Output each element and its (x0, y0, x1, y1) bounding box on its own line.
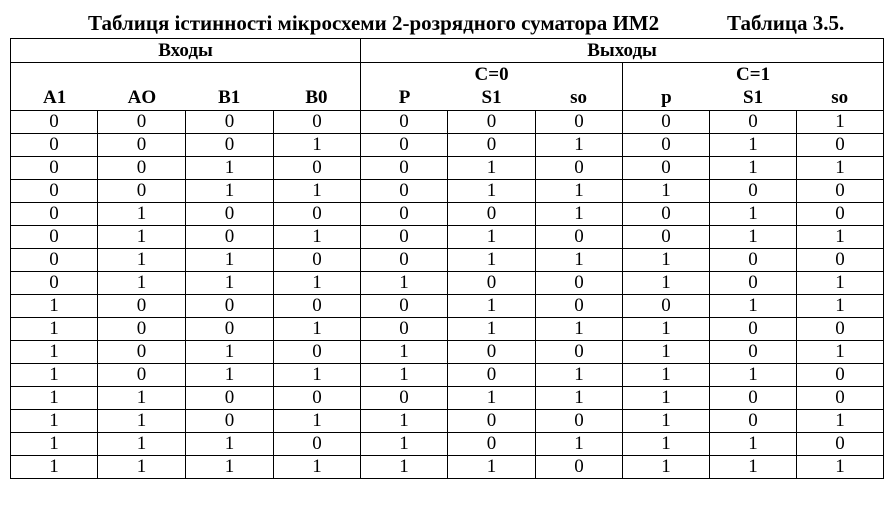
column-header-b0: B0 (305, 87, 328, 108)
table-cell: 0 (274, 387, 361, 410)
table-cell: 0 (536, 157, 623, 180)
table-cell: 1 (797, 111, 884, 134)
table-row (11, 134, 884, 157)
table-cell: 1 (448, 387, 536, 410)
column-header-c1-s1: S1 (743, 87, 764, 108)
table-cell: 1 (98, 203, 186, 226)
table-cell: 1 (186, 157, 274, 180)
table-row (11, 410, 884, 433)
table-cell: 0 (710, 272, 797, 295)
table-cell: 0 (623, 111, 710, 134)
table-cell: 1 (448, 318, 536, 341)
table-cell: 0 (186, 111, 274, 134)
column-header-a1: A1 (43, 87, 67, 108)
table-row (11, 157, 884, 180)
table-cell: 1 (536, 249, 623, 272)
table-cell: 1 (448, 157, 536, 180)
table-cell: 1 (797, 272, 884, 295)
table-cell: 0 (361, 318, 448, 341)
table-cell: 0 (11, 180, 98, 203)
table-cell: 0 (536, 456, 623, 479)
table-row (11, 226, 884, 249)
table-row (11, 387, 884, 410)
c0-subheader (361, 63, 623, 111)
table-cell: 0 (274, 249, 361, 272)
table-cell: 1 (186, 249, 274, 272)
table-cell: 0 (797, 134, 884, 157)
table-cell: 0 (98, 341, 186, 364)
table-cell: 0 (11, 272, 98, 295)
table-cell: 1 (98, 272, 186, 295)
table-cell: 0 (98, 111, 186, 134)
table-cell: 0 (710, 387, 797, 410)
table-cell: 1 (11, 364, 98, 387)
table-cell: 1 (623, 410, 710, 433)
table-cell: 0 (448, 433, 536, 456)
table-cell: 0 (274, 203, 361, 226)
table-cell: 0 (710, 111, 797, 134)
table-cell: 0 (448, 111, 536, 134)
table-cell: 1 (536, 387, 623, 410)
table-cell: 1 (98, 433, 186, 456)
column-header-c0-s1: S1 (481, 87, 502, 108)
table-cell: 1 (274, 134, 361, 157)
table-cell: 1 (536, 364, 623, 387)
table-cell: 0 (98, 364, 186, 387)
table-cell: 0 (536, 341, 623, 364)
table-cell: 0 (361, 295, 448, 318)
table-cell: 1 (448, 180, 536, 203)
c1-subheader (623, 63, 884, 111)
table-cell: 0 (623, 226, 710, 249)
table-cell: 1 (361, 410, 448, 433)
table-row (11, 272, 884, 295)
table-cell: 1 (536, 433, 623, 456)
table-cell: 1 (623, 387, 710, 410)
table-cell: 1 (11, 387, 98, 410)
table-cell: 0 (536, 295, 623, 318)
table-cell: 1 (623, 433, 710, 456)
table-cell: 1 (536, 318, 623, 341)
table-cell: 1 (274, 226, 361, 249)
table-cell: 1 (274, 456, 361, 479)
table-body (11, 111, 884, 479)
table-cell: 0 (274, 111, 361, 134)
table-cell: 1 (623, 456, 710, 479)
table-cell: 1 (361, 364, 448, 387)
table-cell: 1 (361, 456, 448, 479)
table-cell: 0 (536, 111, 623, 134)
table-cell: 1 (186, 364, 274, 387)
table-cell: 0 (361, 157, 448, 180)
table-cell: 0 (797, 249, 884, 272)
table-cell: 0 (361, 387, 448, 410)
table-cell: 0 (98, 180, 186, 203)
table-cell: 1 (274, 410, 361, 433)
table-cell: 1 (11, 318, 98, 341)
table-cell: 0 (186, 226, 274, 249)
table-row (11, 203, 884, 226)
table-cell: 1 (98, 410, 186, 433)
table-cell: 1 (98, 249, 186, 272)
table-cell: 0 (623, 157, 710, 180)
table-cell: 0 (98, 134, 186, 157)
table-cell: 0 (361, 134, 448, 157)
table-cell: 1 (623, 272, 710, 295)
table-cell: 1 (274, 364, 361, 387)
table-cell: 1 (448, 456, 536, 479)
table-cell: 1 (536, 180, 623, 203)
table-cell: 0 (797, 387, 884, 410)
table-row (11, 364, 884, 387)
table-row (11, 318, 884, 341)
table-cell: 1 (186, 272, 274, 295)
column-header-c1-p: p (661, 87, 672, 108)
table-cell: 1 (98, 226, 186, 249)
table-cell: 0 (797, 318, 884, 341)
table-cell: 1 (361, 433, 448, 456)
table-cell: 1 (710, 295, 797, 318)
table-cell: 1 (361, 341, 448, 364)
table-cell: 1 (623, 364, 710, 387)
c0-label: C=0 (474, 64, 509, 85)
table-cell: 1 (710, 134, 797, 157)
table-cell: 1 (797, 295, 884, 318)
table-cell: 1 (98, 456, 186, 479)
table-cell: 0 (361, 180, 448, 203)
c1-label: C=1 (736, 64, 771, 85)
table-cell: 0 (11, 249, 98, 272)
table-cell: 0 (186, 203, 274, 226)
table-cell: 0 (623, 134, 710, 157)
table-cell: 1 (797, 410, 884, 433)
outputs-group-header: Выходы (361, 39, 884, 63)
table-cell: 0 (536, 226, 623, 249)
table-cell: 0 (274, 157, 361, 180)
inputs-subheader (11, 63, 361, 111)
inputs-group-header: Входы (11, 39, 361, 63)
table-cell: 0 (186, 318, 274, 341)
table-cell: 0 (710, 249, 797, 272)
table-cell: 0 (186, 295, 274, 318)
table-cell: 0 (536, 410, 623, 433)
table-cell: 0 (11, 134, 98, 157)
table-row (11, 295, 884, 318)
table-cell: 1 (623, 249, 710, 272)
table-number: Таблица 3.5. (727, 11, 845, 35)
table-cell: 0 (797, 433, 884, 456)
table-row (11, 433, 884, 456)
table-cell: 1 (710, 364, 797, 387)
table-cell: 1 (536, 203, 623, 226)
table-cell: 1 (710, 456, 797, 479)
table-cell: 1 (98, 387, 186, 410)
table-cell: 0 (710, 341, 797, 364)
table-cell: 0 (448, 272, 536, 295)
table-cell: 0 (11, 111, 98, 134)
table-cell: 0 (186, 387, 274, 410)
table-cell: 1 (797, 456, 884, 479)
table-cell: 0 (710, 180, 797, 203)
table-cell: 0 (448, 364, 536, 387)
truth-table (10, 38, 884, 479)
table-cell: 0 (448, 134, 536, 157)
table-cell: 0 (448, 341, 536, 364)
table-cell: 0 (797, 364, 884, 387)
column-header-c0-p: P (398, 87, 411, 108)
table-cell: 0 (623, 203, 710, 226)
table-cell: 1 (186, 341, 274, 364)
table-cell: 1 (11, 295, 98, 318)
table-cell: 1 (186, 433, 274, 456)
table-cell: 1 (710, 157, 797, 180)
table-cell: 0 (361, 249, 448, 272)
table-title: Таблиця істинності мікросхеми 2-розрядного суматора ИМ2 (88, 11, 660, 35)
table-cell: 0 (623, 295, 710, 318)
table-cell: 0 (448, 203, 536, 226)
table-cell: 1 (623, 318, 710, 341)
table-cell: 1 (11, 341, 98, 364)
column-header-a0: AO (127, 87, 157, 108)
table-cell: 1 (274, 272, 361, 295)
column-header-c0-s0: so (570, 87, 587, 108)
table-cell: 0 (11, 157, 98, 180)
table-cell: 1 (448, 295, 536, 318)
table-row (11, 249, 884, 272)
table-cell: 0 (98, 157, 186, 180)
table-cell: 0 (274, 295, 361, 318)
table-cell: 0 (98, 318, 186, 341)
table-cell: 1 (797, 341, 884, 364)
table-cell: 0 (797, 180, 884, 203)
table-cell: 0 (448, 410, 536, 433)
table-cell: 0 (11, 203, 98, 226)
table-cell: 0 (710, 318, 797, 341)
table-cell: 1 (11, 410, 98, 433)
table-cell: 0 (361, 111, 448, 134)
table-cell: 1 (710, 433, 797, 456)
table-cell: 1 (11, 433, 98, 456)
table-cell: 0 (361, 203, 448, 226)
table-cell: 1 (186, 456, 274, 479)
table-cell: 0 (186, 410, 274, 433)
table-row (11, 180, 884, 203)
table-cell: 1 (274, 180, 361, 203)
table-cell: 1 (186, 180, 274, 203)
table-cell: 0 (274, 341, 361, 364)
table-cell: 1 (710, 203, 797, 226)
table-cell: 0 (186, 134, 274, 157)
table-cell: 1 (710, 226, 797, 249)
table-cell: 1 (448, 249, 536, 272)
table-row (11, 111, 884, 134)
table-cell: 1 (623, 341, 710, 364)
table-row (11, 456, 884, 479)
table-cell: 0 (361, 226, 448, 249)
table-cell: 0 (274, 433, 361, 456)
table-row (11, 341, 884, 364)
table-cell: 1 (797, 226, 884, 249)
column-header-b1: B1 (218, 87, 241, 108)
table-cell: 1 (797, 157, 884, 180)
table-cell: 1 (623, 180, 710, 203)
table-cell: 0 (797, 203, 884, 226)
table-caption (0, 11, 891, 37)
table-cell: 1 (536, 134, 623, 157)
table-cell: 0 (710, 410, 797, 433)
table-cell: 0 (98, 295, 186, 318)
table-cell: 1 (361, 272, 448, 295)
table-cell: 1 (448, 226, 536, 249)
table-cell: 1 (274, 318, 361, 341)
table-cell: 0 (536, 272, 623, 295)
table-cell: 1 (11, 456, 98, 479)
table-cell: 0 (11, 226, 98, 249)
column-header-c1-s0: so (831, 87, 849, 108)
